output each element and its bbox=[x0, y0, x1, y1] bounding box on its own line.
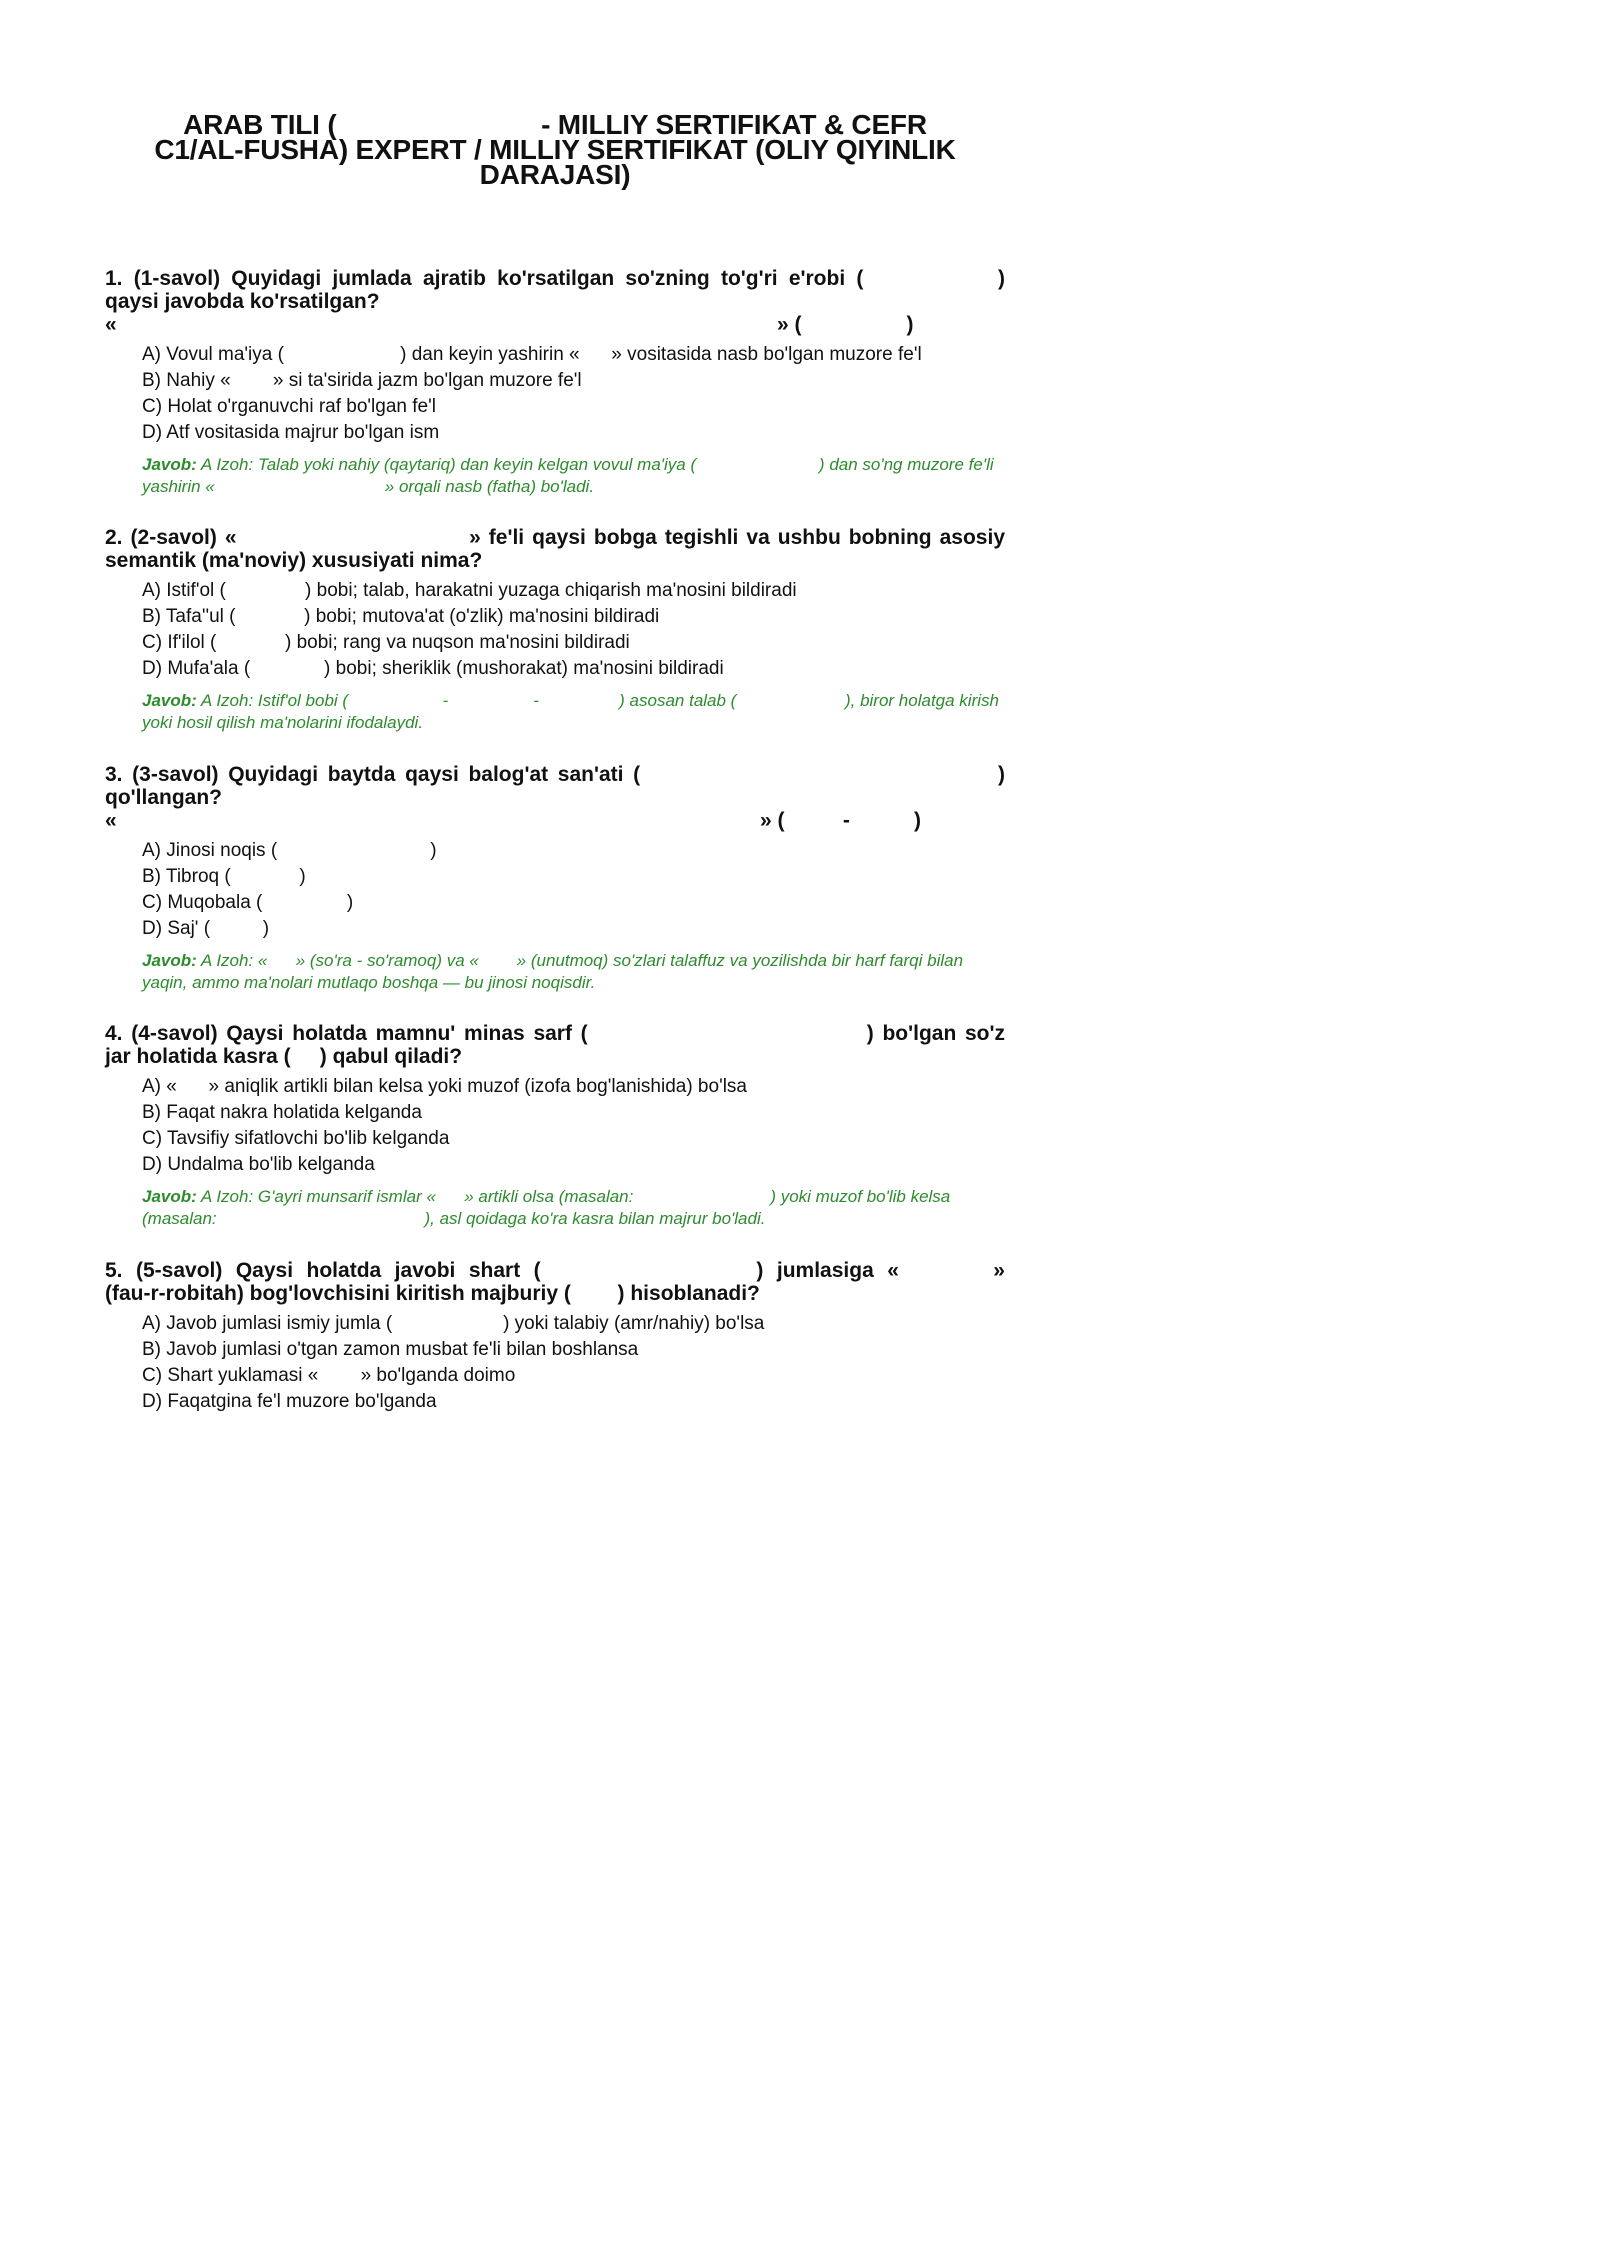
option-c[interactable]: C) Tavsifiy sifatlovchi bo'lib kelganda bbox=[142, 1128, 450, 1149]
option-c[interactable]: C) If'ilol ( ) bobi; rang va nuqson ma'nosini bildiradi bbox=[142, 632, 630, 653]
question-1-head-line-1: 1. (1-savol) Quyidagi jumlada ajratib ko'rsatilgan so'zning to'g'ri e'robi ( ) bbox=[105, 267, 1005, 290]
option-d[interactable]: D) Saj' ( ) bbox=[142, 918, 270, 939]
answer-text: A Izoh: Talab yoki nahiy (qaytariq) dan keyin kelgan vovul ma'iya ( ) dan so'ng muzore fe'li yashirin « » orqali nasb (fatha) bo'ladi. bbox=[142, 455, 999, 496]
option-b[interactable]: B) Tibroq ( ) bbox=[142, 866, 306, 887]
question-1-quote-open: « bbox=[105, 313, 117, 336]
option-d[interactable]: D) Atf vositasida majrur bo'lgan ism bbox=[142, 422, 440, 443]
question-3-head-line-2: qo'llangan? bbox=[105, 786, 222, 809]
question-4-head-line-2: jar holatida kasra ( ) qabul qiladi? bbox=[105, 1045, 463, 1068]
option-d[interactable]: D) Mufa'ala ( ) bobi; sheriklik (mushorakat) ma'nosini bildiradi bbox=[142, 658, 724, 679]
title-line-1: ARAB TILI ( - MILLIY SERTIFIKAT & CEFR bbox=[183, 109, 927, 140]
question-1-head-line-2: qaysi javobda ko'rsatilgan? bbox=[105, 290, 380, 313]
question-3-options bbox=[142, 838, 1005, 942]
answer-text: A Izoh: G'ayri munsarif ismlar « » artikli olsa (masalan: ) yoki muzof bo'lib kelsa (masalan: ), asl qoidaga ko'ra kasra bilan majrur bo'ladi. bbox=[142, 1187, 955, 1228]
answer-text: A Izoh: Istif'ol bobi ( - - ) asosan talab ( ), biror holatga kirish yoki hosil qilish ma'nolarini ifodalaydi. bbox=[142, 691, 1004, 732]
question-5-head-line-1: 5. (5-savol) Qaysi holatda javobi shart ( ) jumlasiga « » bbox=[105, 1259, 1005, 1282]
question-1-quote-close: » ( ) bbox=[777, 313, 914, 336]
question-2 bbox=[105, 526, 1005, 734]
option-d[interactable]: D) Faqatgina fe'l muzore bo'lganda bbox=[142, 1391, 437, 1412]
question-1-options bbox=[142, 342, 1005, 446]
question-5-head-line-2: (fau-r-robitah) bog'lovchisini kiritish majburiy ( ) hisoblanadi? bbox=[105, 1282, 760, 1305]
option-b[interactable]: B) Javob jumlasi o'tgan zamon musbat fe'li bilan boshlansa bbox=[142, 1339, 639, 1360]
answer-label: Javob: bbox=[142, 1187, 197, 1206]
option-a[interactable]: A) Vovul ma'iya ( ) dan keyin yashirin « » vositasida nasb bo'lgan muzore fe'l bbox=[142, 344, 922, 365]
question-1 bbox=[105, 267, 1005, 498]
option-d[interactable]: D) Undalma bo'lib kelganda bbox=[142, 1154, 375, 1175]
option-a[interactable]: A) Istif'ol ( ) bobi; talab, harakatni yuzaga chiqarish ma'nosini bildiradi bbox=[142, 580, 797, 601]
question-4 bbox=[105, 1022, 1005, 1230]
question-3-quote-line bbox=[105, 809, 1005, 832]
option-a[interactable]: A) Jinosi noqis ( ) bbox=[142, 840, 437, 861]
question-3-quote-close: » ( - ) bbox=[760, 809, 922, 832]
question-4-options bbox=[142, 1074, 1005, 1178]
question-5-options bbox=[142, 1311, 1005, 1415]
question-5 bbox=[105, 1259, 1005, 1415]
answer-explanation bbox=[142, 454, 1002, 498]
answer-explanation bbox=[142, 950, 1002, 994]
answer-explanation bbox=[142, 1186, 1002, 1230]
option-b[interactable]: B) Faqat nakra holatida kelganda bbox=[142, 1102, 422, 1123]
question-1-quote-line bbox=[105, 313, 1005, 336]
question-3-head-line-1: 3. (3-savol) Quyidagi baytda qaysi balog'at san'ati ( ) bbox=[105, 763, 1005, 786]
question-3 bbox=[105, 763, 1005, 994]
option-b[interactable]: B) Tafa''ul ( ) bobi; mutova'at (o'zlik) ma'nosini bildiradi bbox=[142, 606, 660, 627]
answer-explanation bbox=[142, 690, 1002, 734]
answer-label: Javob: bbox=[142, 455, 197, 474]
option-c[interactable]: C) Muqobala ( ) bbox=[142, 892, 354, 913]
question-2-head-line-2: semantik (ma'noviy) xususiyati nima? bbox=[105, 549, 483, 572]
answer-label: Javob: bbox=[142, 951, 197, 970]
question-3-quote-open: « bbox=[105, 809, 117, 832]
option-b[interactable]: B) Nahiy « » si ta'sirida jazm bo'lgan muzore fe'l bbox=[142, 370, 582, 391]
option-a[interactable]: A) Javob jumlasi ismiy jumla ( ) yoki talabiy (amr/nahiy) bo'lsa bbox=[142, 1313, 765, 1334]
answer-label: Javob: bbox=[142, 691, 197, 710]
option-c[interactable]: C) Shart yuklamasi « » bo'lganda doimo bbox=[142, 1365, 516, 1386]
title-line-3: DARAJASI) bbox=[479, 159, 631, 190]
question-2-head-line-1: 2. (2-savol) « » fe'li qaysi bobga tegishli va ushbu bobning asosiy bbox=[105, 526, 1005, 549]
option-c[interactable]: C) Holat o'rganuvchi raf bo'lgan fe'l bbox=[142, 396, 436, 417]
document-title bbox=[105, 109, 1005, 190]
question-2-options bbox=[142, 578, 1005, 682]
answer-text: A Izoh: « » (so'ra - so'ramoq) va « » (unutmoq) so'zlari talaffuz va yozilishda bir harf farqi bilan yaqin, ammo ma'nolari mutlaqo boshqa — bu jinosi noqisdir. bbox=[142, 951, 968, 992]
question-4-head-line-1: 4. (4-savol) Qaysi holatda mamnu' minas sarf ( ) bo'lgan so'z bbox=[105, 1022, 1005, 1045]
option-a[interactable]: A) « » aniqlik artikli bilan kelsa yoki muzof (izofa bog'lanishida) bo'lsa bbox=[142, 1076, 747, 1097]
title-line-2: C1/AL-FUSHA) EXPERT / MILLIY SERTIFIKAT (OLIY QIYINLIK bbox=[154, 134, 956, 165]
